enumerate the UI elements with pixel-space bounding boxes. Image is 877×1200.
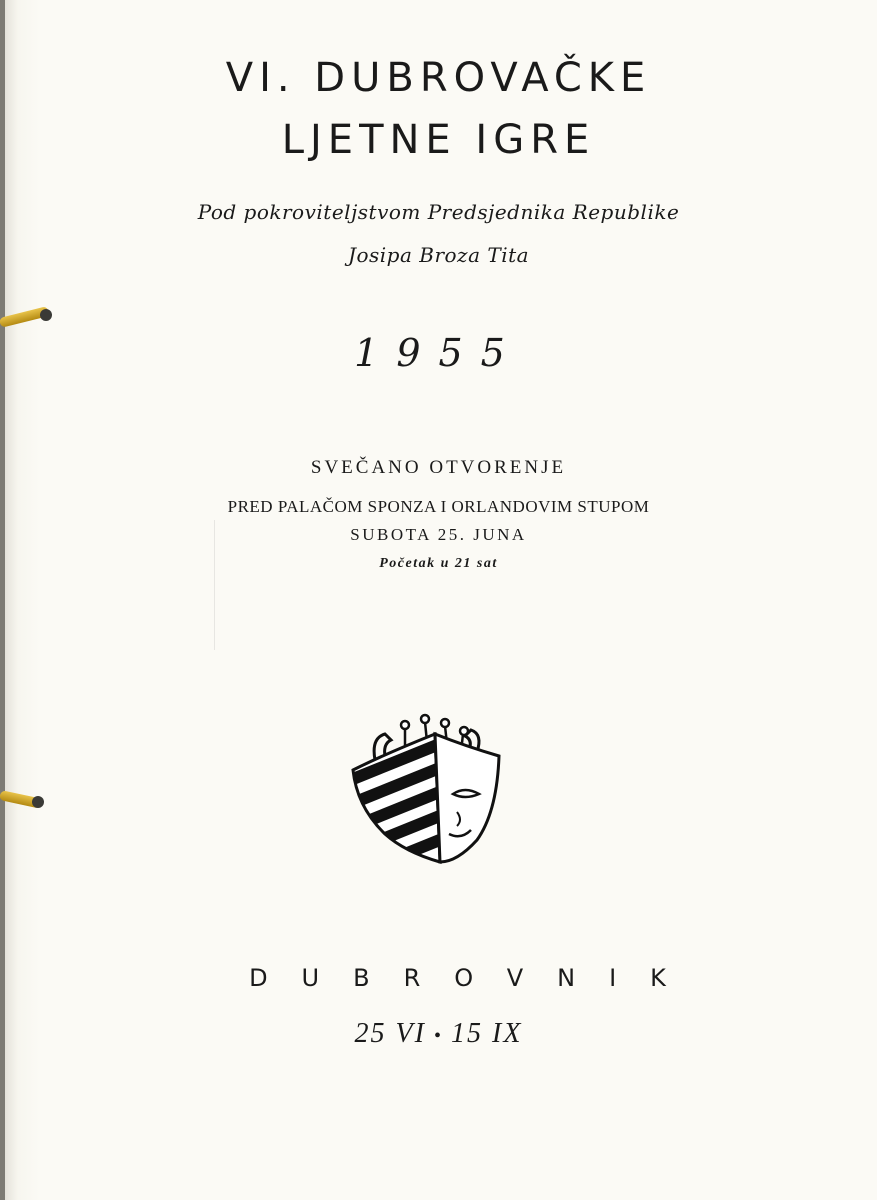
patronage-line-2: Josipa Broza Tita: [347, 243, 530, 267]
date-separator: •: [433, 1024, 443, 1047]
event-date: SUBOTA 25. JUNA: [350, 525, 527, 544]
patronage-line-1: Pod pokroviteljstvom Predsjednika Republike: [197, 200, 680, 224]
event-start-time: Početak u 21 sat: [379, 556, 498, 571]
festival-shield-mask-icon: [345, 712, 505, 882]
binding-hole-top: [40, 309, 52, 321]
city-name: DUBROVNIK: [249, 964, 700, 992]
title-line-2: LJETNE IGRE: [281, 117, 596, 163]
date-to: 15 IX: [451, 1018, 523, 1049]
event-place: PRED PALAČOM SPONZA I ORLANDOVIM STUPOM: [227, 497, 650, 516]
year: 1955: [354, 331, 523, 375]
date-from: 25 VI: [354, 1018, 426, 1049]
binding-hole-bottom: [32, 796, 44, 808]
event-title: SVEČANO OTVORENJE: [310, 457, 567, 478]
festival-dates: [0, 1020, 877, 1048]
title-line-1: VI. DUBROVAČKE: [225, 55, 652, 101]
